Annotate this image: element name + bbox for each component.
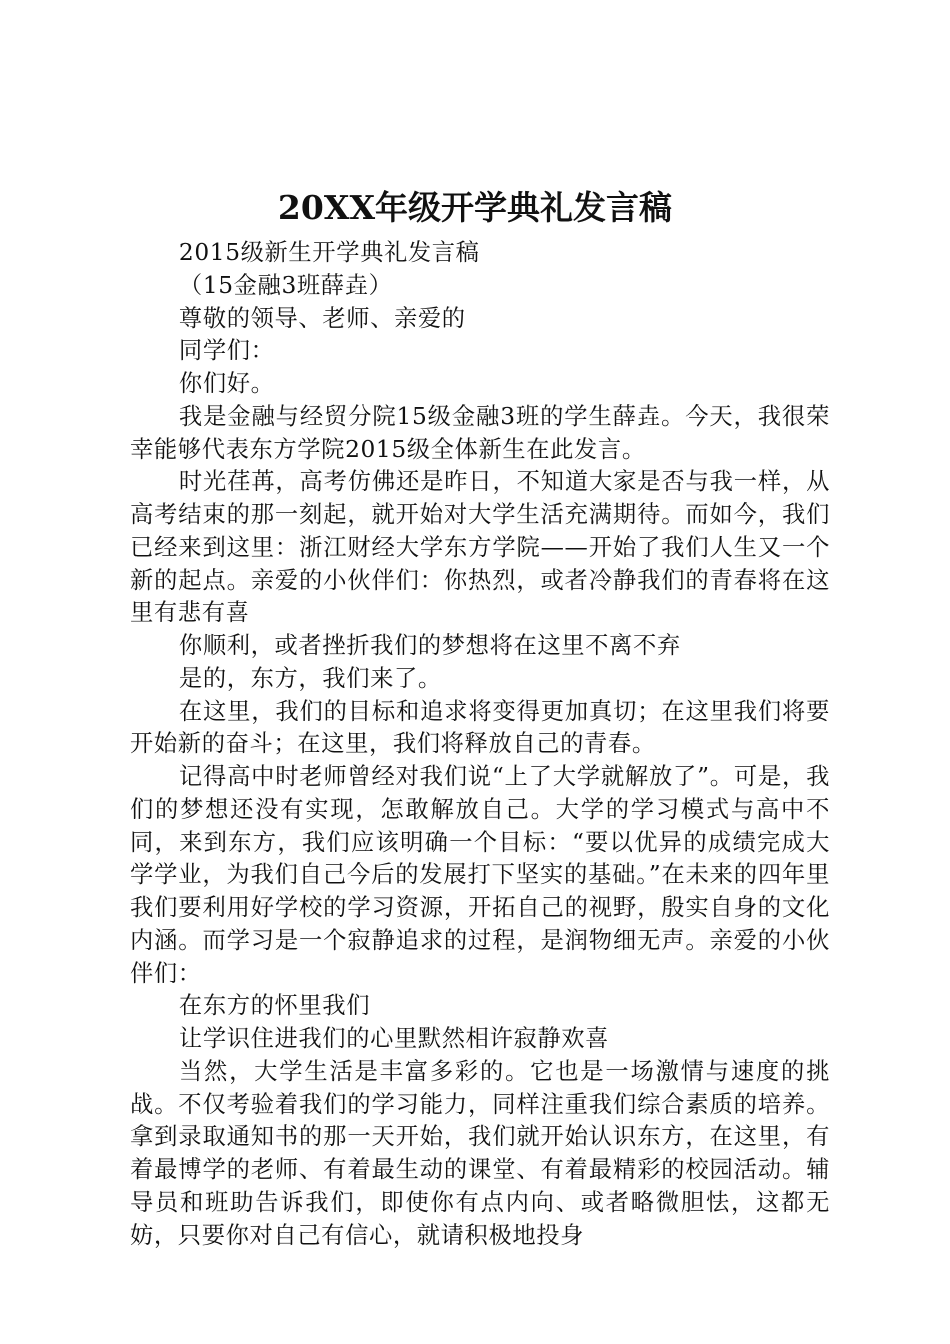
document-title: 20XX年级开学典礼发言稿 [277, 188, 673, 227]
paragraph-greeting: 你们好。 [178, 370, 275, 397]
paragraph-subtitle: 2015级新生开学典礼发言稿 [178, 239, 480, 266]
paragraph-verse-4: 让学识住进我们的心里默然相许寂静欢喜 [178, 1025, 610, 1052]
paragraph-salutation: 尊敬的领导、老师、亲爱的 [178, 304, 466, 332]
paragraph-verse-1: 你顺利，或者挫折我们的梦想将在这里不离不弃 [178, 632, 681, 659]
paragraph-intro: 我是金融与经贸分院15级金融3班的学生薛垚。今天，我很荣幸能够代表东方学院2015级全体新生在此发言。 [130, 402, 830, 463]
paragraph-campus-life: 当然，大学生活是丰富多彩的。它也是一场激情与速度的挑战。不仅考验着我们的学习能力，同样注重我们综合素质的培养。拿到录取通知书的那一天开始，我们就开始认识东方，在这里，有着最博学的老师、有着最生动的课堂、有着最精彩的校园活动。辅导员和班助告诉我们，即使你有点内向、或者略微胆怯，这都无妨，只要你对自己有信心，就请积极地投身 [130, 1057, 830, 1249]
paragraph-salutation-cont: 同学们： [178, 337, 275, 365]
paragraph-author: （15金融3班薛垚） [178, 271, 393, 299]
document-body [130, 237, 830, 1252]
paragraph-goals: 在这里，我们的目标和追求将变得更加真切；在这里我们将要开始新的奋斗；在这里，我们将释放自己的青春。 [130, 697, 830, 758]
paragraph-study: 记得高中时老师曾经对我们说“上了大学就解放了”。可是，我们的梦想还没有实现，怎敢解放自己。大学的学习模式与高中不同，来到东方，我们应该明确一个目标：“要以优异的成绩完成大学学业，为我们自己今后的发展打下坚实的基础。”在未来的四年里我们要利用好学校的学习资源，开拓自己的视野，殷实自身的文化内涵。而学习是一个寂静追求的过程，是润物细无声。亲爱的小伙伴们： [130, 763, 830, 987]
paragraph-verse-3: 在东方的怀里我们 [178, 992, 371, 1020]
paragraph-verse-2: 是的，东方，我们来了。 [178, 664, 442, 692]
paragraph-time: 时光荏苒，高考仿佛还是昨日，不知道大家是否与我一样，从高考结束的那一刻起，就开始对大学生活充满期待。而如今，我们已经来到这里：浙江财经大学东方学院——开始了我们人生又一个新的起点。亲爱的小伙伴们：你热烈，或者冷静我们的青春将在这里有悲有喜 [130, 468, 830, 627]
